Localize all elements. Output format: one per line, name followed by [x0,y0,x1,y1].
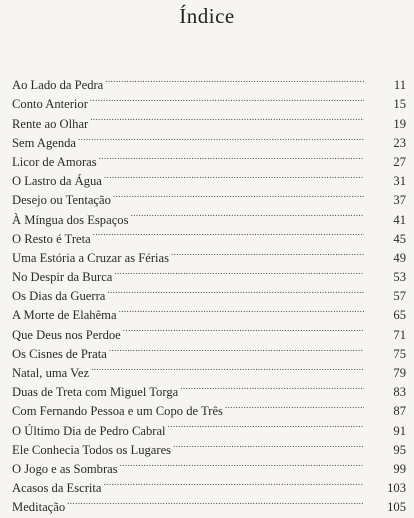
dot-leader [107,281,364,300]
toc-entry-page-number: 103 [387,481,406,496]
toc-entry-title: Rente ao Olhar [12,116,89,131]
toc-entry [12,492,406,515]
dot-leader [123,319,364,338]
table-of-contents [12,70,406,515]
dot-leader [90,108,364,127]
dot-leader [90,89,364,108]
toc-entry-page-number: 37 [393,193,406,208]
toc-entry-title: Que Deus nos Perdoe [12,327,121,342]
toc-entry-page-number: 45 [393,231,406,246]
dot-leader [104,166,364,185]
toc-entry-page-number: 71 [393,327,406,342]
dot-leader [130,204,364,223]
toc-entry-title: Os Dias da Guerra [12,289,106,304]
toc-entry-page-number: 83 [393,385,406,400]
toc-entry-page-number: 15 [393,97,406,112]
toc-entry-title: Duas de Treta com Miguel Torga [12,385,179,400]
dot-leader [113,185,364,204]
toc-entry-title: À Míngua dos Espaços [12,212,129,227]
toc-entry-title: O Último Dia de Pedro Cabral [12,423,166,438]
toc-entry-page-number: 75 [393,346,406,361]
toc-entry-page-number: 65 [393,308,406,323]
toc-entry-page-number: 53 [393,270,406,285]
dot-leader [109,339,364,358]
toc-entry-page-number: 23 [393,135,406,150]
toc-entry-title: Conto Anterior [12,97,88,112]
dot-leader [105,70,364,89]
dot-leader [173,435,364,454]
toc-entry-title: Ao Lado da Pedra [12,78,104,93]
toc-entry-title: Sem Agenda [12,135,77,150]
toc-entry-title: Com Fernando Pessoa e um Copo de Três [12,404,223,419]
toc-entry-title: Os Cisnes de Prata [12,346,107,361]
dot-leader [180,377,364,396]
toc-entry-title: Uma Estória a Cruzar as Férias [12,250,170,265]
toc-entry-page-number: 41 [393,212,406,227]
toc-entry-page-number: 79 [393,366,406,380]
toc-entry-page-number: 11 [393,78,406,93]
toc-entry-page-number: 27 [393,154,406,169]
dot-leader [171,243,364,262]
toc-entry-page-number: 49 [393,250,406,265]
page-title: Índice [179,4,235,28]
toc-entry-title: Meditação [12,500,66,515]
dot-leader [120,454,364,473]
toc-entry-page-number: 87 [393,404,406,419]
toc-entry-title: O Lastro da Água [12,174,102,189]
toc-entry-title: Desejo ou Tentação [12,193,111,208]
toc-entry-page-number: 19 [393,116,406,131]
toc-entry-page-number: 31 [393,174,406,189]
dot-leader [114,262,364,281]
toc-entry-page-number: 99 [393,461,406,476]
dot-leader [91,358,364,377]
toc-entry-page-number: 105 [387,500,406,515]
toc-entry-title: Licor de Amoras [12,154,97,169]
toc-entry-title: A Morte de Elahêma [12,308,117,323]
dot-leader [168,415,364,434]
toc-entry-page-number: 91 [393,423,406,438]
toc-entry-page-number: 95 [393,442,406,457]
toc-entry-title: Natal, uma Vez [12,366,90,380]
toc-entry-title: Ele Conhecia Todos os Lugares [12,442,172,457]
dot-leader [225,396,364,415]
toc-entry-title: O Resto é Treta [12,231,91,246]
dot-leader [119,300,364,319]
dot-leader [78,128,364,147]
dot-leader [104,473,364,492]
toc-entry-title: No Despir da Burca [12,270,113,285]
toc-entry-page-number: 57 [393,289,406,304]
toc-entry-title: Acasos da Escrita [12,481,102,496]
toc-entry [12,70,406,93]
toc-entry-title: O Jogo e as Sombras [12,461,118,476]
dot-leader [93,224,364,243]
dot-leader [99,147,364,166]
dot-leader [67,492,364,511]
